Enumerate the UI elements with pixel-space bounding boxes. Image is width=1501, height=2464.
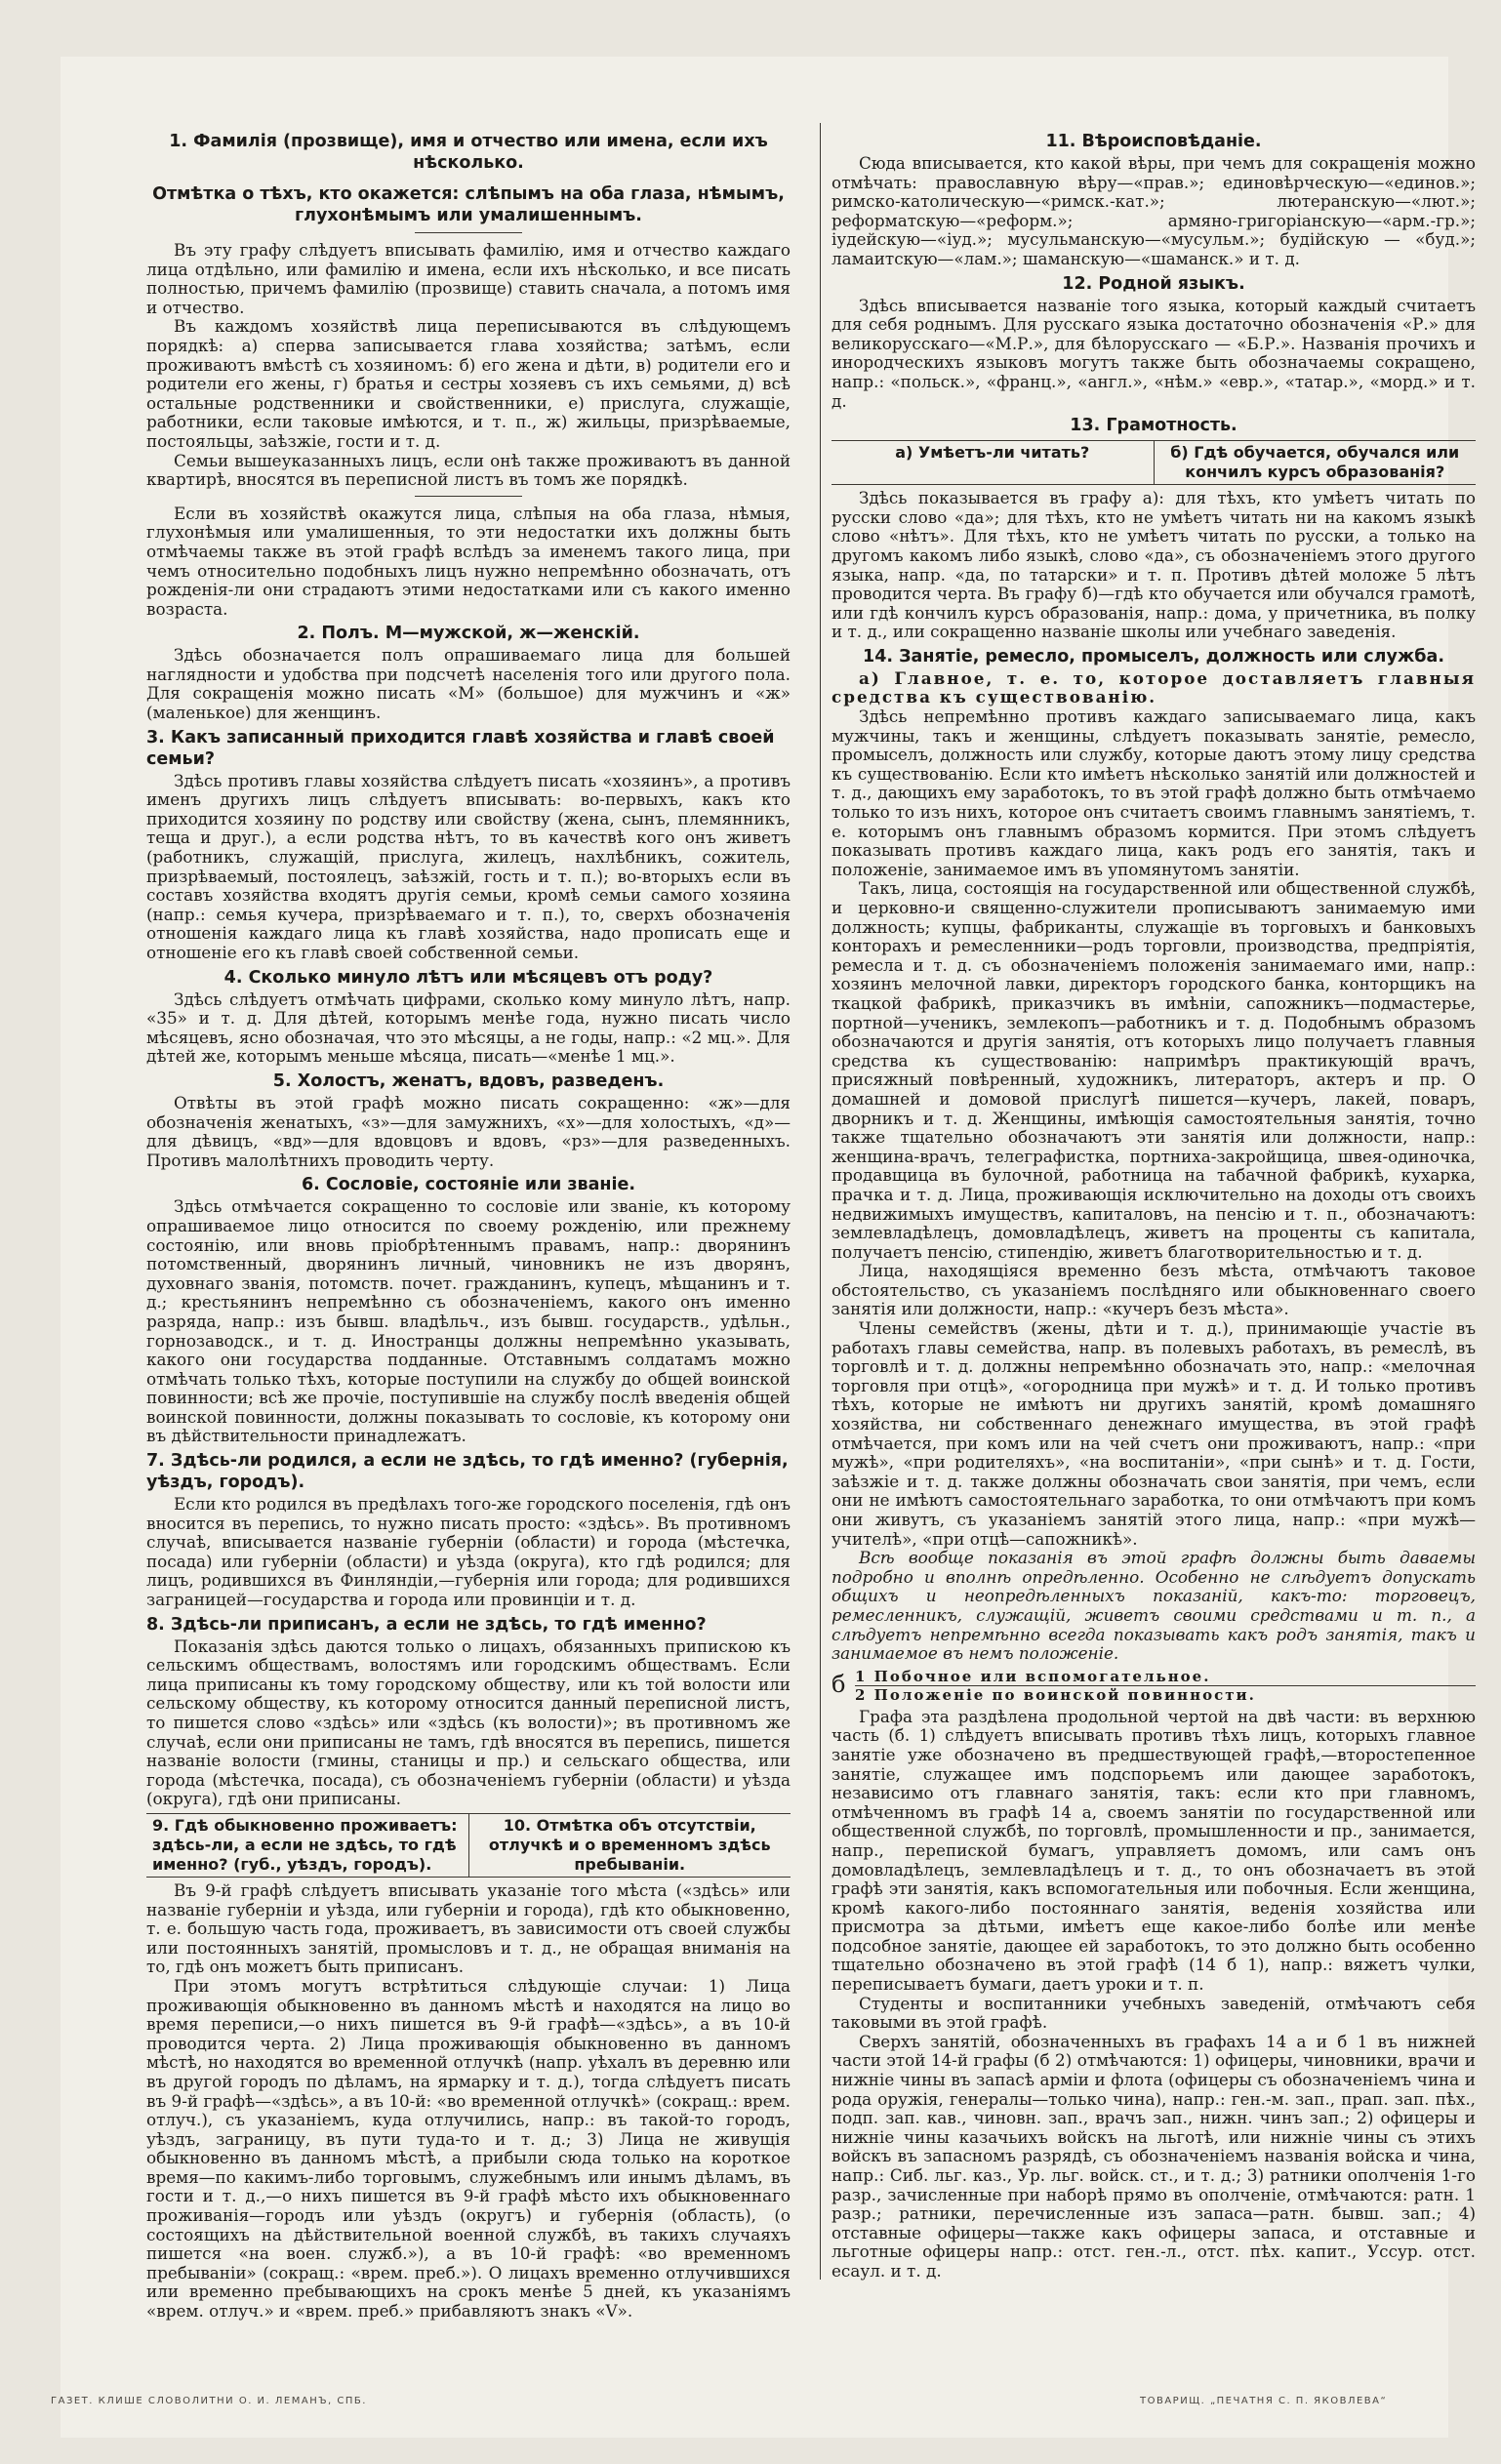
paragraph: Въ каждомъ хозяйствѣ лица переписываются въ слѣдующемъ порядкѣ: а) сперва записывается глава хозяйства; затѣмъ, если проживаютъ вмѣстѣ съ хозяиномъ: б) его жена и дѣти, в) родители его и родители его жены, г) братья и сестры хозяевъ съ ихъ семьями, д) всѣ остальные родственники и свойственники, е) прислуга, служащіе, работники, если таковые имѣются, и т. п., ж) жильцы, призрѣваемые, постояльцы, заѣзжіе, гости и т. д.: [146, 316, 791, 451]
paragraph: Отвѣты въ этой графѣ можно писать сокращенно: «ж»—для обозначенія женатыхъ, «з»—для замужнихъ, «х»—для холостыхъ, «д»—для дѣвицъ, «вд»—для вдовцовъ и вдовъ, «рз»—для разведенныхъ. Противъ малолѣтнихъ проводить черту.: [146, 1092, 791, 1170]
section-4-title: 4. Сколько минуло лѣтъ или мѣсяцевъ отъ роду?: [223, 967, 713, 988]
section-13-title: 13. Грамотность.: [1070, 416, 1237, 436]
section-12-title: 12. Родной языкъ.: [1062, 273, 1245, 294]
paragraph: Здѣсь слѣдуетъ отмѣчать цифрами, сколько кому минуло лѣтъ, напр. «35» и т. д. Для дѣтей, которымъ менѣе года, нужно писать число мѣсяцевъ, ясно обозначая, что это мѣсяцы, а не годы, напр.: «2 мц.». Для дѣтей же, которымъ меньше мѣсяца, писать—«менѣе 1 мц.».: [146, 989, 791, 1067]
section-13-subheaders: [832, 440, 1476, 485]
section-5-title: 5. Холостъ, женатъ, вдовъ, разведенъ.: [272, 1070, 665, 1091]
paragraph: Всѣ вообще показанія въ этой графѣ должны быть даваемы подробно и вполнѣ опредѣленно. Особенно не слѣдуетъ допускать общихъ и неопредѣленныхъ показаній, какъ-то: торговецъ, ремесленникъ, служащій, живетъ своими средствами и т. п., а слѣдуетъ непремѣнно всегда показывать какъ родъ занятія, такъ и занимаемое въ немъ положеніе.: [832, 1548, 1476, 1664]
right-column: [832, 127, 1476, 2283]
paragraph: Въ 9-й графѣ слѣдуетъ вписывать указаніе того мѣста («здѣсь» или названіе губерніи и уѣзда, или губерніи и города), гдѣ кто обыкновенно, т. е. большую часть года, проживаетъ, въ зависимости отъ своей службы или постоянныхъ занятій, промысловъ и т. д., не обращая вниманія на то, гдѣ онъ можетъ быть приписанъ.: [146, 1879, 791, 1977]
section-11-title: 11. Вѣроисповѣданіе.: [1045, 132, 1262, 151]
section-1-title: 1. Фамилія (прозвище), имя и отчество или имена, если ихъ нѣсколько.: [169, 132, 768, 173]
printer-credit-left: ГАЗЕТ. КЛИШЕ СЛОВОЛИТНИ О. И. ЛЕМАНЪ, СПБ.: [51, 2396, 367, 2406]
section-2-title: 2. Полъ. М—мужской, ж—женскій.: [297, 624, 640, 644]
census-instruction-page: [61, 57, 1476, 2438]
paragraph: Здѣсь обозначается полъ опрашиваемаго лица для большей наглядности и удобства при подсчетѣ населенія того или другого пола. Для сокращенія можно писать «М» (большое) для мужчинъ и «ж» (маленькое) для женщинъ.: [146, 645, 791, 723]
section-7-title: 7. Здѣсь-ли родился, а если не здѣсь, то гдѣ именно? (губернія, уѣздъ, городъ).: [146, 1451, 789, 1493]
paragraph: Здѣсь показывается въ графу а): для тѣхъ, кто умѣетъ читать по русски слово «да»; для тѣхъ, кто не умѣетъ читать ни на какомъ языкѣ слово «нѣтъ». Для тѣхъ, кто не умѣетъ читать по русски, а только на другомъ какомъ либо языкѣ, слово «да», съ обозначеніемъ этого другого языка, напр. «да, по татарски» и т. п. Противъ дѣтей моложе 5 лѣтъ проводится черта. Въ графу б)—гдѣ кто обучается или обучался грамотѣ, или гдѣ кончилъ курсъ образованія, напр.: дома, у причетника, въ полку и т. д., или сокращенно названіе школы или учебнаго заведенія.: [832, 488, 1476, 642]
section-3-title: 3. Какъ записанный приходится главѣ хозяйства и главѣ своей семьи?: [146, 727, 775, 769]
section-6-title: 6. Сословіе, состояніе или званіе.: [302, 1175, 635, 1195]
section-13a: а) Умѣетъ-ли читать?: [895, 443, 1090, 463]
paragraph: Члены семействъ (жены, дѣти и т. д.), принимающіе участіе въ работахъ главы семейства, напр. въ полевыхъ работахъ, въ ремеслѣ, въ торговлѣ и т. д. должны непремѣнно обозначать это, напр.: «мелочная торговля при отцѣ», «огородница при мужѣ» и т. д. И только противъ тѣхъ, которые не имѣютъ ни другихъ занятій, кромѣ домашняго хозяйства, ни собственнаго денежнаго имущества, въ этой графѣ отмѣчается, при комъ или на чей счетъ они проживаютъ, напр.: «при мужѣ», «при родителяхъ», «на воспитаніи», «при сынѣ» и т. д. Гости, заѣзжіе и т. д. также должны обозначать свои занятія, при чемъ, если они не имѣютъ самостоятельнаго заработка, то они отмѣчаютъ при комъ они живутъ, съ указаніемъ занятій этого лица, напр.: «при мужѣ—учителѣ», «при отцѣ—сапожникѣ».: [832, 1318, 1476, 1549]
left-column: [146, 127, 791, 2322]
paragraph: Студенты и воспитанники учебныхъ заведеній, отмѣчаютъ себя таковыми въ этой графѣ.: [832, 1993, 1476, 2033]
paragraph: Графа эта раздѣлена продольной чертой на двѣ части: въ верхнюю часть (б. 1) слѣдуетъ вписывать противъ тѣхъ лицъ, которыхъ главное занятіе уже обозначено въ предшествующей графѣ,—второстепенное занятіе, служащее имъ подспорьемъ или дающее заработокъ, независимо отъ главнаго занятія, такъ: если кто при главномъ, отмѣченномъ въ графѣ 14 а, своемъ занятіи по государственной или общественной службѣ, по торговлѣ, промышленности и пр., занимается, напр., перепиской бумагъ, управляетъ домомъ, или самъ онъ домовладѣлецъ, землевладѣлецъ и т. д., то онъ обозначаетъ въ этой графѣ эти занятія, какъ вспомогательныя или побочныя. Если женщина, кромѣ какого-либо постояннаго занятія, веденія хозяйства или присмотра за дѣтьми, имѣетъ еще какое-либо болѣе или менѣе подсобное занятіе, дающее ей заработокъ, то это должно быть особенно тщательно обозначено въ этой графѣ (14 б 1), напр.: вяжетъ чулки, переписываетъ бумаги, даетъ уроки и т. п.: [832, 1706, 1476, 1995]
sections-9-10-header: [146, 1813, 791, 1878]
divider: [415, 496, 522, 497]
section-1-note: Отмѣтка о тѣхъ, кто окажется: слѣпымъ на оба глаза, нѣмымъ, глухонѣмымъ или умалишеннымъ.: [152, 184, 785, 225]
section-14b-letter: б: [832, 1671, 846, 1699]
printer-credit-right: ТОВАРИЩ. „ПЕЧАТНЯ С. П. ЯКОВЛЕВА“: [1140, 2396, 1388, 2406]
section-14-title: 14. Занятіе, ремесло, промыселъ, должность или служба.: [863, 646, 1444, 666]
section-14b2: 2 Положеніе по воинской повинности.: [855, 1685, 1256, 1704]
section-9-title: 9. Гдѣ обыкновенно проживаетъ: здѣсь-ли, а если не здѣсь, то гдѣ именно? (губ., уѣздъ, городъ).: [152, 1815, 458, 1874]
paragraph: При этомъ могутъ встрѣтиться слѣдующіе случаи: 1) Лица проживающія обыкновенно въ данномъ мѣстѣ и находятся на лицо во время переписи,—о нихъ пишется въ 9-й графѣ—«здѣсь», а въ 10-й проводится черта. 2) Лица проживающія обыкновенно въ данномъ мѣстѣ, но находятся во временной отлучкѣ (напр. уѣхалъ въ деревню или въ другой городъ по дѣламъ, на ярмарку и т. д.), тогда слѣдуетъ писать въ 9-й графѣ—«здѣсь», а въ 10-й: «во временной отлучкѣ» (сокращ.: врем. отлуч.), съ указаніемъ, куда отлучились, напр.: въ такой-то городъ, уѣздъ, заграницу, въ пути туда-то и т. д.; 3) Лица не живущія обыкновенно въ данномъ мѣстѣ, а прибыли сюда только на короткое время—по какимъ-либо торговымъ, служебнымъ или инымъ дѣламъ, въ гости и т. д.,—о нихъ пишется въ 9-й графѣ мѣсто ихъ обыкновеннаго проживанія—городъ или уѣздъ (округъ) и губернія (область), (о состоящихъ на дѣйствительной военной службѣ, въ такихъ случаяхъ пишется «на воен. служб.»), а въ 10-й графѣ: «во временномъ пребываніи» (сокращ.: «врем. преб.»). О лицахъ временно отлучившихся или временно пребывающихъ на срокъ менѣе 5 дней, къ указаніямъ «врем. отлуч.» и «врем. преб.» прибавляютъ знакъ «V».: [146, 1975, 791, 2322]
section-14-subtitle: а) Главное, т. е. то, которое доставляетъ главныя средства къ существованію.: [832, 667, 1476, 707]
paragraph: Здѣсь вписывается названіе того языка, который каждый считаетъ для себя роднымъ. Для русскаго языка достаточно обозначенія «Р.» для великорусскаго—«М.Р.», для бѣлорусскаго — «Б.Р.». Названія прочихъ и инородческихъ языковъ могутъ также быть обозначаемы сокращено, напр.: «польск.», «франц.», «англ.», «нѣм.» «евр.», «татар.», «морд.» и т. д.: [832, 295, 1476, 411]
paragraph: Въ эту графу слѣдуетъ вписывать фамилію, имя и отчество каждаго лица отдѣльно, или фамилію и имена, если ихъ нѣсколько, и все писать полностью, причемъ фамилію (прозвище) ставить сначала, а потомъ имя и отчество.: [146, 240, 791, 317]
column-divider: [820, 123, 821, 2280]
paragraph: Лица, находящіяся временно безъ мѣста, отмѣчаютъ таковое обстоятельство, съ указаніемъ послѣдняго или обыкновеннаго своего занятія или должности, напр.: «кучеръ безъ мѣста».: [832, 1261, 1476, 1319]
paragraph: Здѣсь отмѣчается сокращенно то сословіе или званіе, къ которому опрашиваемое лицо относится по своему рожденію, или прежнему состоянію, или вновь пріобрѣтеннымъ правамъ, напр.: дворянинъ потомственный, дворянинъ личный, чиновникъ не изъ дворянъ, духовнаго званія, потомств. почет. гражданинъ, купецъ, мѣщанинъ и т. д.; крестьянинъ непремѣнно съ обозначеніемъ, какого онъ именно разряда, напр.: изъ бывш. владѣльч., изъ бывш. государств., удѣльн., горнозаводск., и т. д. Иностранцы должны непремѣнно указывать, какого они государства подданные. Отставнымъ солдатамъ можно отмѣчать только тѣхъ, которые поступили на службу до общей воинской повинности; всѣ же прочіе, поступившіе на службу послѣ введенія общей воинской повинности, должны показывать то сословіе, къ которому они въ дѣйствительности принадлежатъ.: [146, 1196, 791, 1446]
divider: [415, 232, 522, 233]
paragraph: Здѣсь непремѣнно противъ каждаго записываемаго лица, какъ мужчины, такъ и женщины, слѣдуетъ показывать занятіе, ремесло, промыселъ, должность или службу, которые даютъ этому лицу средства къ существованію. Если кто имѣетъ нѣсколько занятій или должностей и т. д., дающихъ ему заработокъ, то въ этой графѣ должно быть отмѣчаемо только то изъ нихъ, которое онъ считаетъ своимъ главнымъ занятіемъ, т. е. которымъ онъ главнымъ образомъ кормится. При этомъ слѣдуетъ показывать противъ каждаго лица, какъ родъ его занятія, такъ и положеніе, занимаемое имъ въ упомянутомъ занятіи.: [832, 707, 1476, 879]
paragraph: Сверхъ занятій, обозначенныхъ въ графахъ 14 а и б 1 въ нижней части этой 14-й графы (б 2) отмѣчаются: 1) офицеры, чиновники, врачи и нижніе чины въ запасѣ арміи и флота (офицеры съ обозначеніемъ чина и рода оружія, генералы—только чина), напр.: ген.-м. зап., прап. зап. пѣх., подп. зап. кав., чиновн. зап., врачъ зап., нижн. чинъ зап.; 2) офицеры и нижніе чины казачьихъ войскъ на льготѣ, или нижніе чины съ этихъ войскъ въ запасномъ разрядѣ, съ обозначеніемъ названія войска и чина, напр.: Сиб. льг. каз., Ур. льг. войск. ст., и т. д.; 3) ратники ополченія 1-го разр., зачисленные при наборѣ прямо въ ополченіе, отмѣчаются: ратн. 1 разр.; ратники, перечисленные изъ запаса—ратн. бывш. зап.; 4) отставные офицеры—также какъ офицеры запаса, и отставные и льготные офицеры напр.: отст. ген.-л., отст. пѣх. капит., Уссур. отст. есаул. и т. д.: [832, 2031, 1476, 2281]
paragraph: Здѣсь противъ главы хозяйства слѣдуетъ писать «хозяинъ», а противъ именъ другихъ лицъ слѣдуетъ вписывать: во-первыхъ, какъ кто приходится хозяину по родству или свойству (жена, сынъ, племянникъ, теща и друг.), а если родства нѣтъ, то въ качествѣ кого онъ живетъ (работникъ, служащій, прислуга, жилецъ, нахлѣбникъ, сожитель, призрѣваемый, постоялецъ, заѣзжій, гость и т. п.); во-вторыхъ если въ составъ хозяйства входятъ другія семьи, кромѣ семьи самого хозяина (напр.: семья кучера, призрѣваемаго и т. п.), то, сверхъ обозначенія отношенія каждаго лица къ главѣ хозяйства, надо прописать еще и отношеніе его къ главѣ своей собственной семьи.: [146, 770, 791, 962]
paragraph: Сюда вписывается, кто какой вѣры, при чемъ для сокращенія можно отмѣчать: православную вѣру—«прав.»; единовѣрческую—«единов.»; римско-католическую—«римск.-кат.»; лютеранскую—«лют.»; реформатскую—«реформ.»; армяно-григоріанскую—«арм.-гр.»; іудейскую—«іуд.»; мусульманскую—«мусульм.»; будійскую — «буд.»; ламаитскую—«лам.»; шаманскую—«шаманск.» и т. д.: [832, 153, 1476, 268]
paragraph: Если кто родился въ предѣлахъ того-же городского поселенія, гдѣ онъ вносится въ перепись, то нужно писать просто: «здѣсь». Въ противномъ случаѣ, вписывается названіе губерніи (области) и города (мѣстечка, посада) или губерніи (области) и уѣзда (округа), кто гдѣ родился; для лицъ, родившихся въ Финляндіи,—губернія или города; для родившихся заграницей—государства и города или провинціи и т. д.: [146, 1494, 791, 1610]
paragraph: Семьи вышеуказанныхъ лицъ, если онѣ также проживаютъ въ данной квартирѣ, вносятся въ переписной листъ въ томъ же порядкѣ.: [146, 450, 791, 490]
section-13b: б) Гдѣ обучается, обучался или кончилъ курсъ образованія?: [1154, 441, 1477, 484]
section-10-title: 10. Отмѣтка объ отсутствіи, отлучкѣ и о временномъ здѣсь пребываніи.: [468, 1814, 791, 1877]
section-14b1: 1 Побочное или вспомогательное.: [855, 1668, 1476, 1686]
paragraph: Если въ хозяйствѣ окажутся лица, слѣпыя на оба глаза, нѣмыя, глухонѣмыя или умалишенныя, то эти недостатки ихъ должны быть отмѣчаемы также въ этой графѣ вслѣдъ за именемъ такого лица, при чемъ относительно подобныхъ лицъ нужно непремѣнно обозначать, отъ рожденія-ли они страдаютъ этими недостатками или съ какого именно возраста.: [146, 503, 791, 619]
section-14b-header: [832, 1668, 1476, 1704]
section-8-title: 8. Здѣсь-ли приписанъ, а если не здѣсь, то гдѣ именно?: [146, 1614, 707, 1635]
paragraph: Такъ, лица, состоящія на государственной или общественной службѣ, и церковно-и священно-служители прописываютъ занимаемую ими должность; купцы, фабриканты, служащіе въ торговыхъ и банковыхъ конторахъ и ремесленники—родъ торговли, производства, предпріятія, ремесла и т. д. съ обозначеніемъ положенія занимаемаго ими, напр.: хозяинъ мелочной лавки, директоръ городского банка, конторщикъ на ткацкой фабрикѣ, приказчикъ въ имѣніи, сапожникъ—подмастерье, портной—ученикъ, землекопъ—работникъ и т. д. Подобнымъ образомъ обозначаются и другія занятія, отъ которыхъ лицо получаетъ главныя средства къ существованію: напримѣръ практикующій врачъ, присяжный повѣренный, художникъ, литераторъ, актеръ и пр. О домашней и домовой прислугѣ пишется—кучеръ, лакей, поваръ, дворникъ и т. д. Женщины, имѣющія самостоятельныя занятія, точно также тщательно обозначаютъ эти занятія или должности, напр.: женщина-врачъ, телеграфистка, портниха-закройщица, швея-одиночка, продавщица въ булочной, работница на табачной фабрикѣ, кухарка, прачка и т. д. Лица, проживающія исключительно на доходы отъ своихъ недвижимыхъ имуществъ, капиталовъ, на пенсію и т. п., обозначаютъ: землевладѣлецъ, домовладѣлецъ, живетъ на проценты съ капитала, получаетъ пенсію, стипендію, живетъ благотворительностью и т. д.: [832, 878, 1476, 1262]
paragraph: Показанія здѣсь даются только о лицахъ, обязанныхъ припискою къ сельскимъ обществамъ, волостямъ или городскимъ обществамъ. Если лица приписаны къ тому городскому обществу, или къ той волости или сельскому обществу, къ которому относится данный переписной листъ, то пишется слово «здѣсь» или «здѣсь (къ волости)»; въ противномъ же случаѣ, если они приписаны не тамъ, гдѣ вносятся въ перепись, пишется названіе волости (гмины, станицы и пр.) и сельскаго общества, или города (мѣстечка, посада), съ обозначеніемъ губерніи (области) и уѣзда (округа), гдѣ они приписаны.: [146, 1636, 791, 1809]
